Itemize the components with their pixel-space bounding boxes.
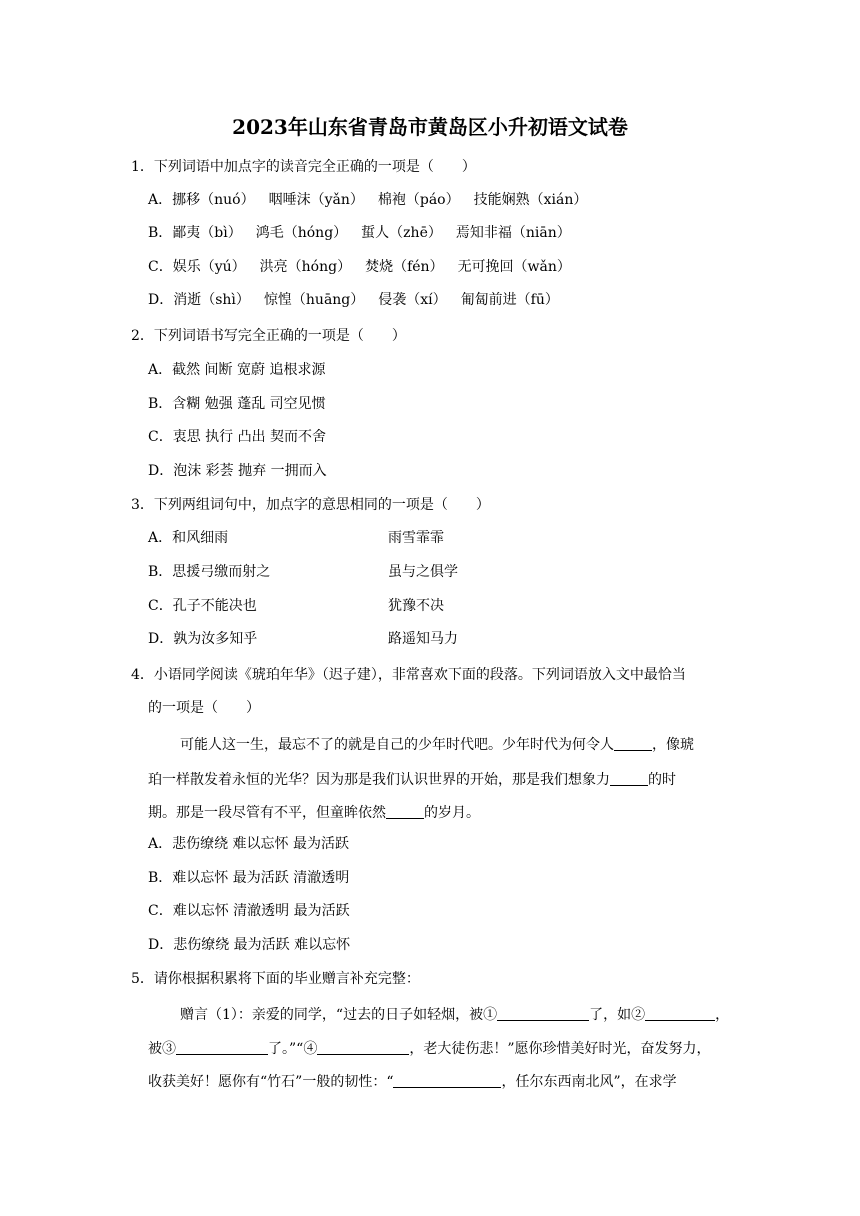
question-4-option-d: D．悲伤缭绕 最为活跃 难以忘怀 — [148, 937, 351, 953]
option-part: 焚烧（fén） — [365, 259, 444, 275]
option-part: D．消逝（shì） — [148, 292, 250, 308]
fill-blank[interactable] — [610, 769, 648, 786]
question-3-option-b-left: B．思援弓缴而射之 — [148, 564, 271, 580]
passage-text: ，像琥 — [652, 737, 694, 753]
question-2-option-b: B．含糊 勉强 蓬乱 司空见惯 — [148, 396, 326, 412]
gift-text: 了。”“④ — [268, 1041, 318, 1057]
passage-line-2 — [148, 769, 676, 790]
gift-text: 赠言（1）：亲爱的同学，“过去的日子如轻烟，被① — [180, 1007, 498, 1023]
option-part: 侵袭（xí） — [378, 292, 447, 308]
option-part: 匍匐前进（fū） — [460, 292, 559, 308]
passage-line-1 — [180, 734, 694, 755]
question-2-option-c: C．衷思 执行 凸出 契而不舍 — [148, 429, 327, 445]
option-part: 咽唾沫（yǎn） — [268, 192, 364, 208]
question-1-option-c — [148, 257, 571, 277]
option-part: C．娱乐（yú） — [148, 259, 246, 275]
passage-text: 的时 — [648, 772, 676, 788]
question-3-option-d-left: D．孰为汝多知乎 — [148, 631, 258, 647]
gift-text: 被③ — [148, 1041, 176, 1057]
question-2-stem: 2．下列词语书写完全正确的一项是（ ） — [131, 328, 406, 344]
fill-blank[interactable] — [386, 802, 424, 819]
gift-line-1 — [180, 1004, 729, 1025]
question-1-option-b — [148, 223, 571, 243]
option-part: 洪亮（hóng） — [259, 259, 352, 275]
exam-title: 2023年山东省青岛市黄岛区小升初语文试卷 — [232, 115, 628, 139]
question-1-option-a — [148, 190, 587, 210]
gift-text: 收获美好！愿你有“竹石”一般的韧性：“ — [148, 1074, 394, 1090]
fill-blank[interactable] — [393, 1071, 501, 1088]
gift-text: 了，如② — [589, 1007, 646, 1023]
passage-line-3 — [148, 802, 480, 823]
fill-blank[interactable] — [176, 1038, 268, 1055]
passage-text: 的岁月。 — [424, 805, 480, 821]
question-3-option-c-right: 犹豫不决 — [388, 598, 444, 614]
gift-line-3 — [148, 1071, 677, 1092]
question-4-option-a: A．悲伤缭绕 难以忘怀 最为活跃 — [148, 836, 350, 852]
passage-text: 珀一样散发着永恒的光华？因为那是我们认识世界的开始，那是我们想象力 — [148, 772, 610, 788]
option-part: 焉知非福（niān） — [455, 225, 571, 241]
question-3-stem: 3．下列两组词句中，加点字的意思相同的一项是（ ） — [131, 497, 490, 513]
gift-text: ， — [715, 1007, 730, 1023]
question-5-stem: 5．请你根据积累将下面的毕业赠言补充完整： — [131, 971, 420, 987]
question-4-stem-line-2: 的一项是（ ） — [148, 700, 260, 716]
question-4-option-c: C．难以忘怀 清澈透明 最为活跃 — [148, 903, 350, 919]
question-4-option-b: B．难以忘怀 最为活跃 清澈透明 — [148, 870, 350, 886]
fill-blank[interactable] — [614, 734, 652, 751]
option-part: 蜇人（zhē） — [361, 225, 442, 241]
question-4-stem-line-1: 4．小语同学阅读《琥珀年华》（迟子建），非常喜欢下面的段落。下列词语放入文中最恰当 — [131, 667, 686, 683]
gift-text: ，任尔东西南北风”，在求学 — [501, 1074, 677, 1090]
fill-blank[interactable] — [497, 1004, 589, 1021]
question-2-option-a: A．截然 间断 宽蔚 追根求源 — [148, 362, 326, 378]
fill-blank[interactable] — [317, 1038, 409, 1055]
question-1-stem: 1．下列词语中加点字的读音完全正确的一项是（ ） — [131, 159, 476, 175]
fill-blank[interactable] — [645, 1004, 715, 1021]
option-part: 惊惶（huāng） — [263, 292, 365, 308]
option-part: 无可挽回（wǎn） — [457, 259, 571, 275]
option-part: 鸿毛（hóng） — [255, 225, 348, 241]
option-part: B．鄙夷（bì） — [148, 225, 242, 241]
question-3-option-c-left: C．孔子不能决也 — [148, 598, 257, 614]
option-part: 棉袍（páo） — [377, 192, 460, 208]
question-3-option-a-left: A．和风细雨 — [148, 530, 229, 546]
question-3-option-d-right: 路遥知马力 — [388, 631, 458, 647]
passage-text: 期。那是一段尽管有不平，但童眸依然 — [148, 805, 386, 821]
question-3-option-b-right: 虽与之俱学 — [388, 564, 458, 580]
question-1-option-d — [148, 290, 559, 310]
gift-text: ，老大徒伤悲！”愿你珍惜美好时光，奋发努力， — [409, 1041, 711, 1057]
gift-line-2 — [148, 1038, 710, 1059]
passage-text: 可能人这一生，最忘不了的就是自己的少年时代吧。少年时代为何令人 — [180, 737, 614, 753]
question-2-option-d: D．泡沫 彩荟 抛弃 一拥而入 — [148, 463, 327, 479]
option-part: 技能娴熟（xián） — [473, 192, 588, 208]
option-part: A．挪移（nuó） — [148, 192, 255, 208]
question-3-option-a-right: 雨雪霏霏 — [388, 530, 444, 546]
